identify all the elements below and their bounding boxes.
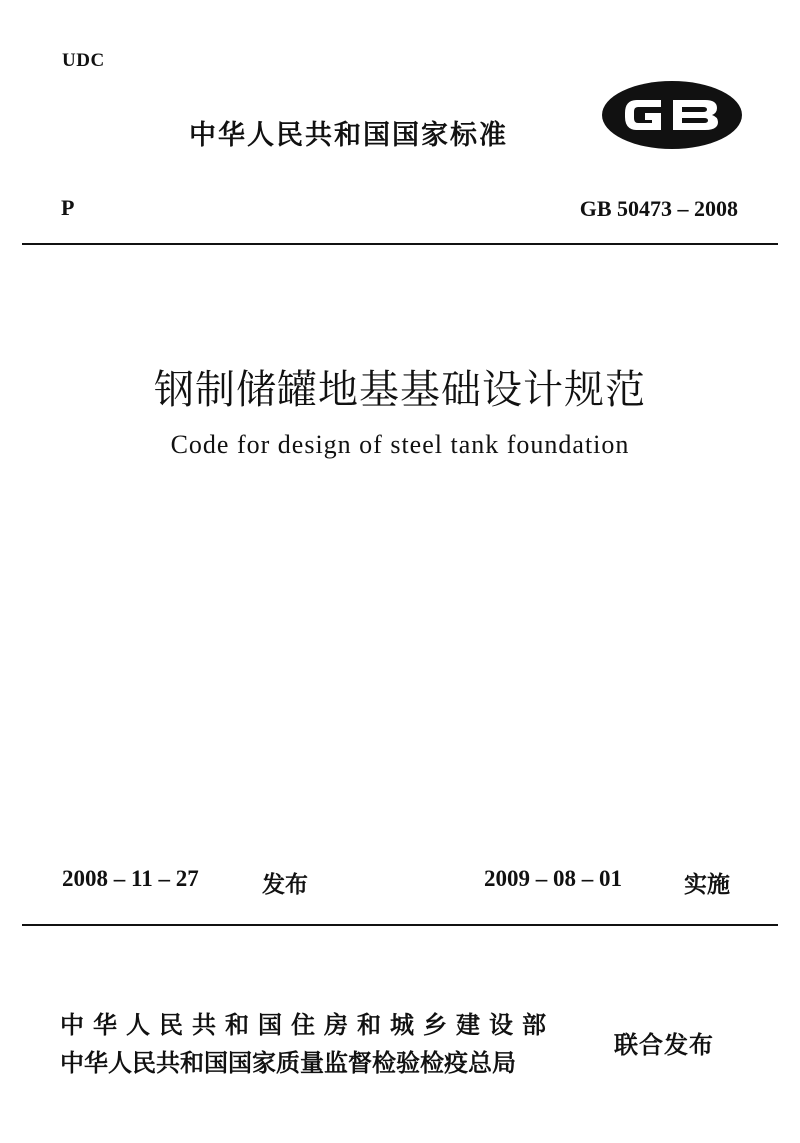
implementation-date: 2009 – 08 – 01 — [484, 866, 622, 891]
title-chinese: 钢制储罐地基基础设计规范 — [154, 367, 646, 413]
gb-logo — [601, 80, 743, 150]
udc-label: UDC — [62, 50, 105, 71]
category-code: P — [61, 195, 75, 220]
gb-logo-graphic — [601, 80, 743, 150]
title-english: Code for design of steel tank foundation — [170, 430, 630, 459]
implementation-label: 实施 — [684, 872, 730, 898]
issue-date: 2008 – 11 – 27 — [62, 866, 199, 891]
publisher-ministry-housing: 中华人民共和国住房和城乡建设部 — [60, 1011, 555, 1039]
publisher-aqsiq: 中华人民共和国国家质量监督检验检疫总局 — [60, 1049, 516, 1077]
national-standard-heading: 中华人民共和国国家标准 — [189, 120, 508, 151]
issue-label: 发布 — [262, 872, 308, 898]
bottom-divider — [22, 924, 778, 926]
standard-number: GB 50473 – 2008 — [579, 196, 738, 221]
top-divider — [22, 243, 778, 245]
joint-publication-label: 联合发布 — [614, 1031, 714, 1059]
